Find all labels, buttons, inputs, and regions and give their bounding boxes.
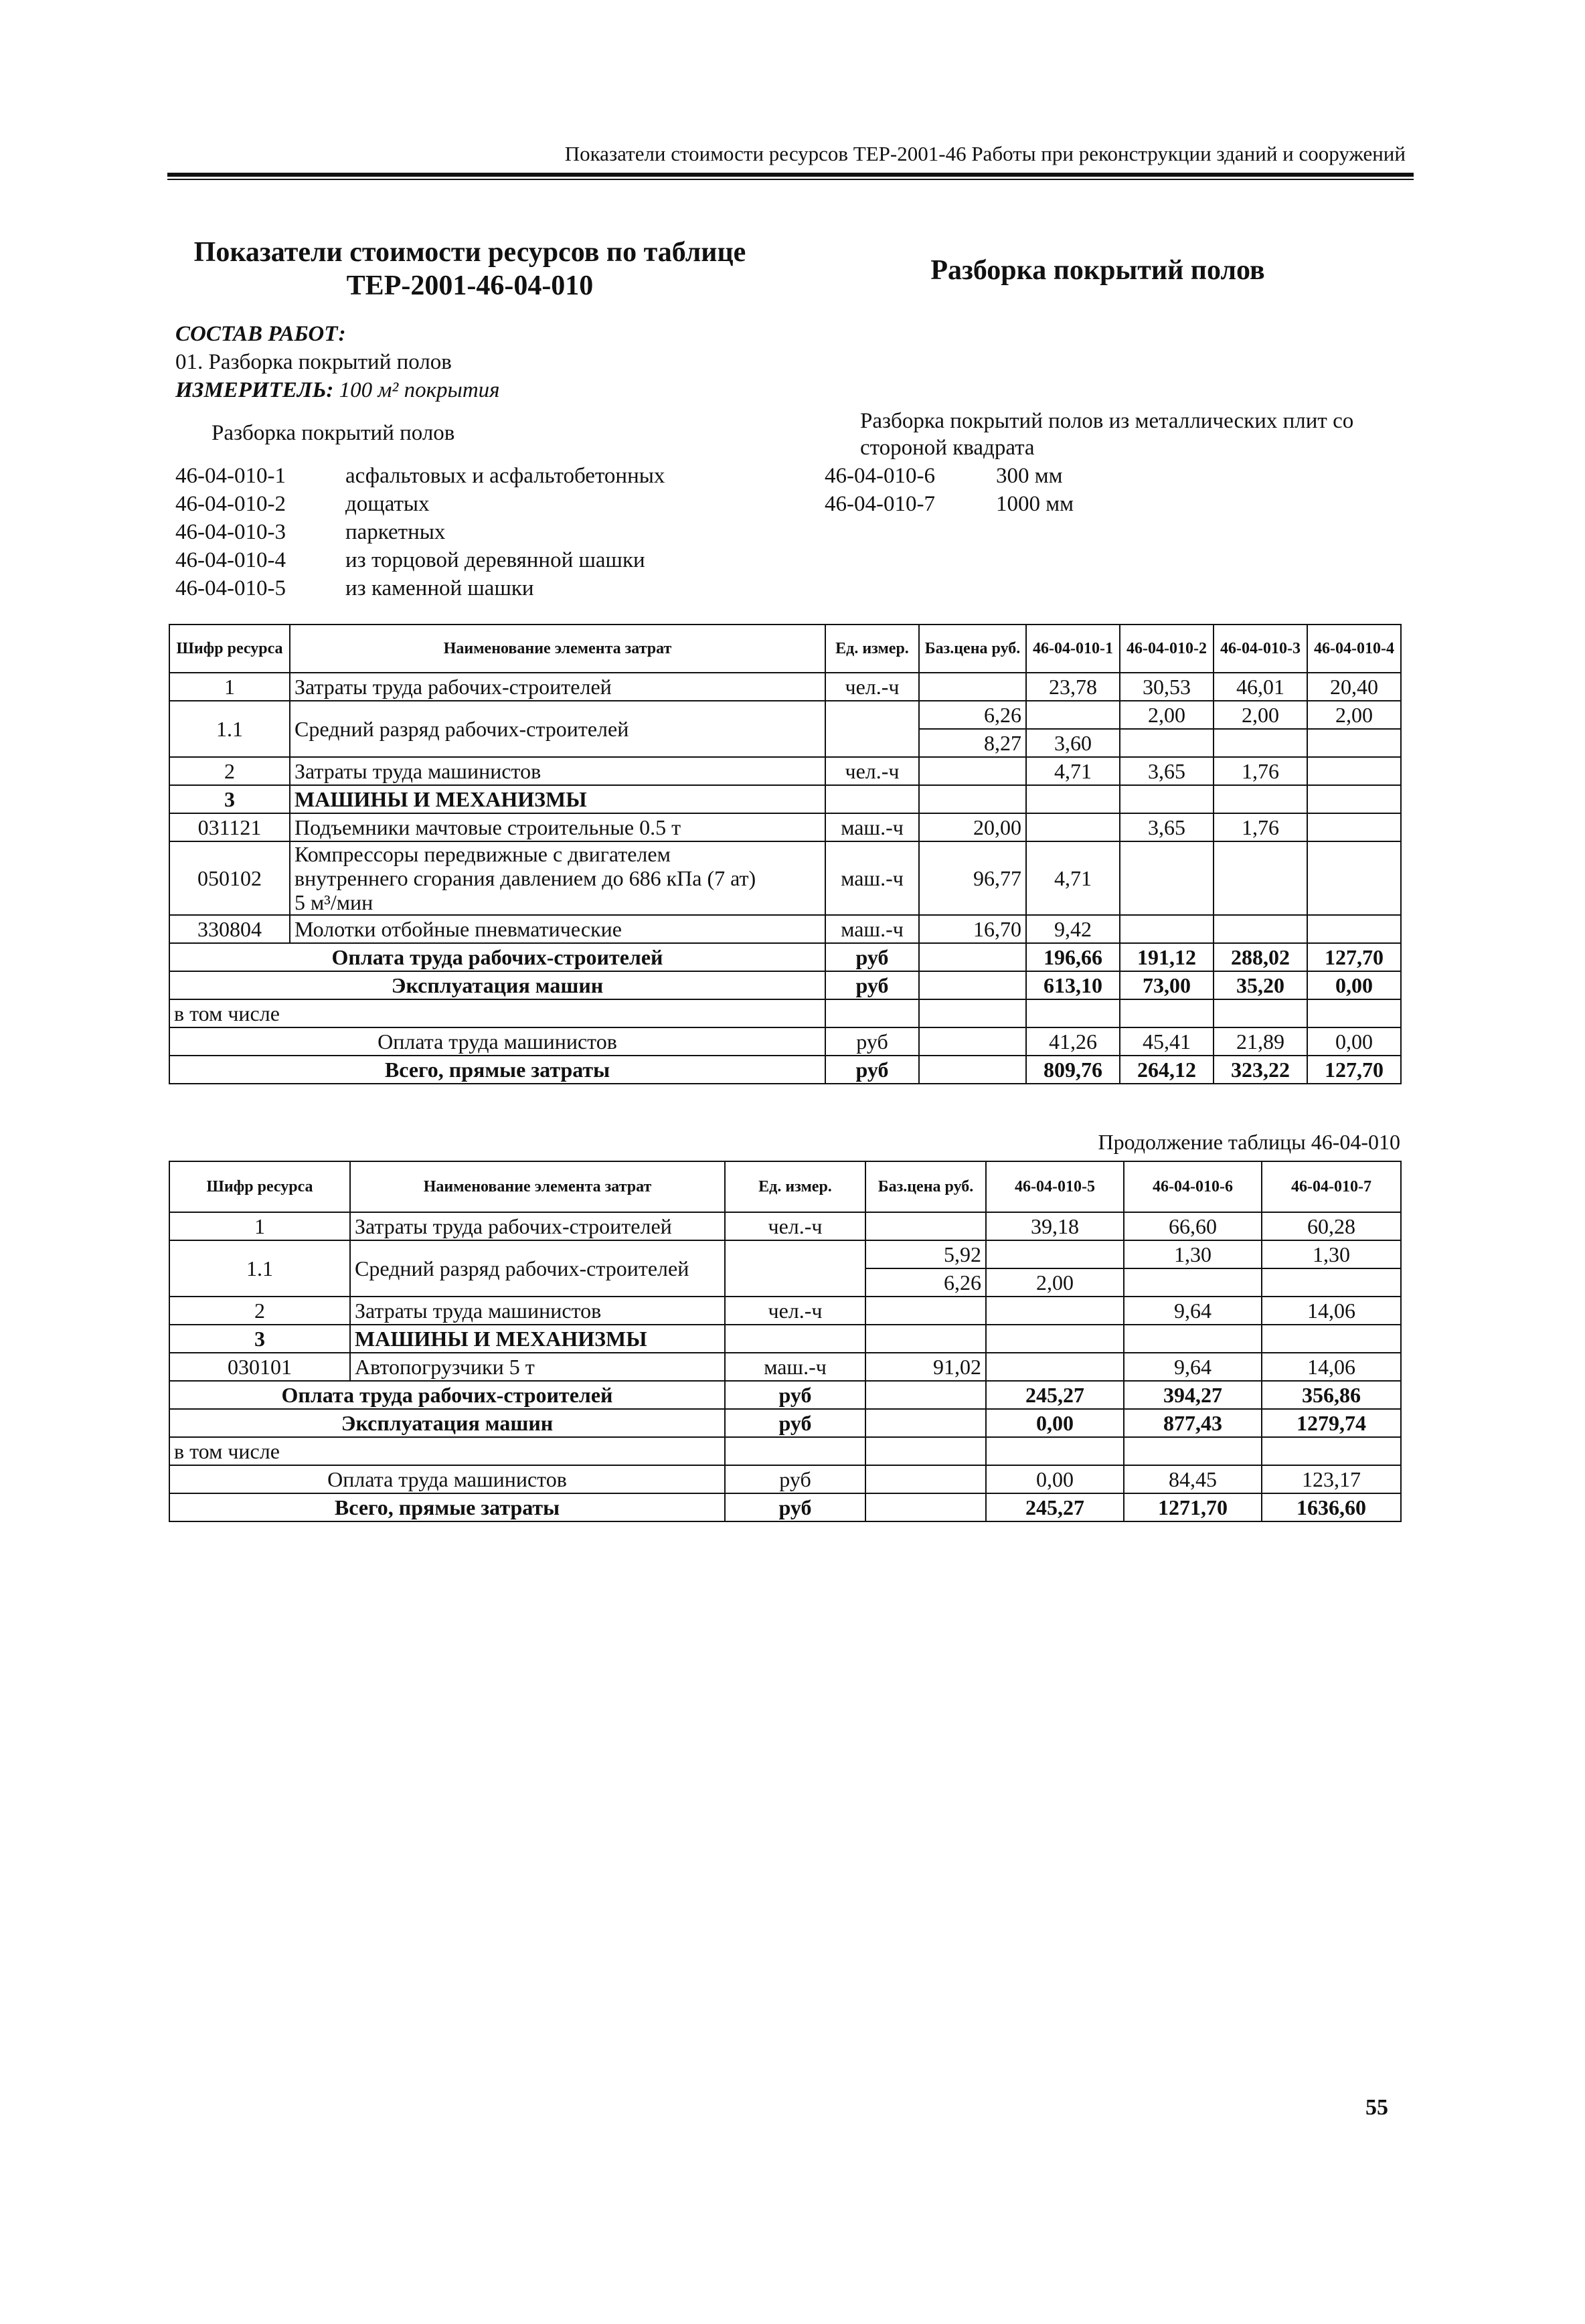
cell: 39,18 xyxy=(986,1212,1124,1240)
cell: Затраты труда рабочих-строителей xyxy=(290,673,825,701)
cell: 2,00 xyxy=(1307,701,1401,729)
cell: Подъемники мачтовые строительные 0.5 т xyxy=(290,813,825,841)
table-row xyxy=(169,1353,1401,1381)
cell: руб xyxy=(725,1381,865,1409)
cell: 4,71 xyxy=(1026,841,1120,915)
table-row xyxy=(169,915,1401,943)
left-code-list xyxy=(175,462,665,602)
cell xyxy=(825,999,919,1027)
cell xyxy=(919,785,1026,813)
cell: руб xyxy=(725,1409,865,1437)
item-text: асфальтовых и асфальтобетонных xyxy=(345,464,665,488)
cell xyxy=(865,1381,986,1409)
header-rule-thin xyxy=(167,179,1414,180)
cell xyxy=(1307,841,1401,915)
cell xyxy=(865,1437,986,1465)
table-row xyxy=(169,785,1401,813)
table-header-row xyxy=(169,1161,1401,1212)
cell: маш.-ч xyxy=(825,915,919,943)
item-code: 46-04-010-2 xyxy=(175,492,286,516)
header-price: Баз.цена руб. xyxy=(919,625,1026,673)
cell: 6,26 xyxy=(865,1268,986,1297)
header-col: 46-04-010-7 xyxy=(1262,1161,1401,1212)
cell: 127,70 xyxy=(1307,1056,1401,1084)
cell xyxy=(1307,757,1401,785)
cell: 66,60 xyxy=(1124,1212,1262,1240)
name-line: 5 м³/мин xyxy=(295,890,373,914)
cell: Оплата труда рабочих-строителей xyxy=(169,943,825,971)
cell xyxy=(919,673,1026,701)
cell xyxy=(1120,729,1214,757)
cell: 196,66 xyxy=(1026,943,1120,971)
cell: руб xyxy=(825,1056,919,1084)
cell xyxy=(865,1297,986,1325)
cell: 3,65 xyxy=(1120,757,1214,785)
header-code: Шифр ресурса xyxy=(169,625,290,673)
cell xyxy=(1026,999,1120,1027)
item-text: из каменной шашки xyxy=(345,576,534,600)
cell: 9,64 xyxy=(1124,1353,1262,1381)
cell: 264,12 xyxy=(1120,1056,1214,1084)
table-row xyxy=(169,701,1401,729)
cell: 41,26 xyxy=(1026,1027,1120,1056)
title-line-2: ТЕР-2001-46-04-010 xyxy=(346,270,594,301)
cell xyxy=(825,785,919,813)
header-code: Шифр ресурса xyxy=(169,1161,350,1212)
cell xyxy=(1307,915,1401,943)
cell: 1.1 xyxy=(169,1240,350,1297)
cell xyxy=(725,1240,865,1297)
cell: 3,65 xyxy=(1120,813,1214,841)
cell xyxy=(1026,785,1120,813)
cell: 14,06 xyxy=(1262,1297,1401,1325)
header-name: Наименование элемента затрат xyxy=(290,625,825,673)
cell xyxy=(919,1056,1026,1084)
cell: 4,71 xyxy=(1026,757,1120,785)
cell xyxy=(825,701,919,757)
header-price: Баз.цена руб. xyxy=(865,1161,986,1212)
summary-row xyxy=(169,1437,1401,1465)
cell: 5,92 xyxy=(865,1240,986,1268)
cell: Эксплуатация машин xyxy=(169,971,825,999)
izmer-label: ИЗМЕРИТЕЛЬ: xyxy=(175,378,334,402)
cell xyxy=(919,971,1026,999)
cell: 96,77 xyxy=(919,841,1026,915)
section-subtitle: Разборка покрытий полов xyxy=(930,255,1265,286)
cell: 1 xyxy=(169,673,290,701)
cell: 123,17 xyxy=(1262,1465,1401,1493)
table-header-row xyxy=(169,625,1401,673)
resource-table-1 xyxy=(169,624,1402,1084)
cell xyxy=(986,1240,1124,1268)
running-header: Показатели стоимости ресурсов ТЕР-2001-46 Работы при реконструкции зданий и сооружений xyxy=(564,142,1406,165)
cell: маш.-ч xyxy=(825,841,919,915)
header-col: 46-04-010-6 xyxy=(1124,1161,1262,1212)
cell: 2 xyxy=(169,1297,350,1325)
cell xyxy=(1262,1268,1401,1297)
cell: 030101 xyxy=(169,1353,350,1381)
cell xyxy=(1307,785,1401,813)
summary-row xyxy=(169,1409,1401,1437)
cell xyxy=(1214,785,1307,813)
cell xyxy=(865,1493,986,1521)
item-text: 1000 мм xyxy=(996,492,1074,516)
cell: 1279,74 xyxy=(1262,1409,1401,1437)
cell: 73,00 xyxy=(1120,971,1214,999)
table-row xyxy=(169,1240,1401,1268)
table-row xyxy=(169,1325,1401,1353)
cell: 2,00 xyxy=(1120,701,1214,729)
cell xyxy=(865,1409,986,1437)
cell: 14,06 xyxy=(1262,1353,1401,1381)
cell: 84,45 xyxy=(1124,1465,1262,1493)
cell xyxy=(1120,999,1214,1027)
sostav-label: СОСТАВ РАБОТ: xyxy=(175,322,346,346)
total-row xyxy=(169,1056,1401,1084)
cell: 1,30 xyxy=(1262,1240,1401,1268)
cell xyxy=(1214,729,1307,757)
summary-row xyxy=(169,1381,1401,1409)
header-col: 46-04-010-2 xyxy=(1120,625,1214,673)
right-group-title-2: стороной квадрата xyxy=(860,436,1035,460)
cell: 245,27 xyxy=(986,1493,1124,1521)
table-row xyxy=(169,757,1401,785)
cell: 2,00 xyxy=(1214,701,1307,729)
cell: Эксплуатация машин xyxy=(169,1409,725,1437)
cell xyxy=(919,999,1026,1027)
cell: 2,00 xyxy=(986,1268,1124,1297)
cell: 16,70 xyxy=(919,915,1026,943)
cell: 3,60 xyxy=(1026,729,1120,757)
header-col: 46-04-010-5 xyxy=(986,1161,1124,1212)
cell xyxy=(986,1437,1124,1465)
izmeritel xyxy=(175,376,500,404)
right-group-title-1: Разборка покрытий полов из металлических плит со xyxy=(860,409,1354,433)
cell: чел.-ч xyxy=(725,1297,865,1325)
cell: 45,41 xyxy=(1120,1027,1214,1056)
item-code: 46-04-010-3 xyxy=(175,520,286,544)
cell: Затраты труда машинистов xyxy=(350,1297,725,1325)
cell: 330804 xyxy=(169,915,290,943)
cell xyxy=(290,841,825,915)
cell: руб xyxy=(825,943,919,971)
cell: 245,27 xyxy=(986,1381,1124,1409)
cell: 8,27 xyxy=(919,729,1026,757)
item-code: 46-04-010-7 xyxy=(825,492,935,516)
total-row xyxy=(169,1493,1401,1521)
header-unit: Ед. измер. xyxy=(825,625,919,673)
summary-row xyxy=(169,943,1401,971)
cell: 6,26 xyxy=(919,701,1026,729)
cell: 1.1 xyxy=(169,701,290,757)
table-row xyxy=(169,1297,1401,1325)
cell xyxy=(725,1437,865,1465)
name-line: внутреннего сгорания давлением до 686 кПа (7 ат) xyxy=(295,866,756,890)
cell xyxy=(1026,813,1120,841)
cell xyxy=(1120,841,1214,915)
cell xyxy=(986,1325,1124,1353)
cell xyxy=(986,1297,1124,1325)
izmer-value: 100 м² покрытия xyxy=(339,378,500,402)
cell xyxy=(986,1353,1124,1381)
cell: 9,64 xyxy=(1124,1297,1262,1325)
item-text: паркетных xyxy=(345,520,446,544)
cell: 23,78 xyxy=(1026,673,1120,701)
summary-row xyxy=(169,1027,1401,1056)
cell: 323,22 xyxy=(1214,1056,1307,1084)
cell: 91,02 xyxy=(865,1353,986,1381)
list-item xyxy=(175,546,665,574)
cell: руб xyxy=(725,1493,865,1521)
cell: в том числе xyxy=(169,999,825,1027)
sostav-item: 01. Разборка покрытий полов xyxy=(175,350,452,374)
cell: в том числе xyxy=(169,1437,725,1465)
list-item xyxy=(175,490,665,518)
page-number: 55 xyxy=(1365,2095,1388,2120)
cell: 46,01 xyxy=(1214,673,1307,701)
item-code: 46-04-010-1 xyxy=(175,464,286,488)
cell: 3 xyxy=(169,785,290,813)
cell: 3 xyxy=(169,1325,350,1353)
cell: 20,40 xyxy=(1307,673,1401,701)
cell: 191,12 xyxy=(1120,943,1214,971)
cell xyxy=(919,943,1026,971)
cell xyxy=(1124,1325,1262,1353)
cell: 0,00 xyxy=(986,1465,1124,1493)
list-item xyxy=(175,462,665,490)
cell: руб xyxy=(725,1465,865,1493)
title-line-1: Показатели стоимости ресурсов по таблице xyxy=(193,237,746,268)
cell: чел.-ч xyxy=(725,1212,865,1240)
summary-row xyxy=(169,971,1401,999)
cell xyxy=(1307,999,1401,1027)
page-title xyxy=(175,236,764,303)
item-text: 300 мм xyxy=(996,464,1063,488)
cell: Оплата труда машинистов xyxy=(169,1027,825,1056)
cell xyxy=(1262,1437,1401,1465)
table-row xyxy=(169,673,1401,701)
cell xyxy=(1026,701,1120,729)
item-code: 46-04-010-4 xyxy=(175,548,286,572)
cell xyxy=(1120,915,1214,943)
header-col: 46-04-010-4 xyxy=(1307,625,1401,673)
cell xyxy=(1120,785,1214,813)
cell: 2 xyxy=(169,757,290,785)
list-item xyxy=(825,490,1074,518)
cell: МАШИНЫ И МЕХАНИЗМЫ xyxy=(290,785,825,813)
cell: 356,86 xyxy=(1262,1381,1401,1409)
cell xyxy=(1214,915,1307,943)
cell: 877,43 xyxy=(1124,1409,1262,1437)
item-text: дощатых xyxy=(345,492,430,516)
header-unit: Ед. измер. xyxy=(725,1161,865,1212)
cell: Автопогрузчики 5 т xyxy=(350,1353,725,1381)
cell: Оплата труда рабочих-строителей xyxy=(169,1381,725,1409)
cell: маш.-ч xyxy=(725,1353,865,1381)
cell: 1,76 xyxy=(1214,813,1307,841)
cell: Затраты труда рабочих-строителей xyxy=(350,1212,725,1240)
cell: 050102 xyxy=(169,841,290,915)
item-text: из торцовой деревянной шашки xyxy=(345,548,645,572)
cell: 394,27 xyxy=(1124,1381,1262,1409)
cell: 21,89 xyxy=(1214,1027,1307,1056)
header-col: 46-04-010-3 xyxy=(1214,625,1307,673)
cell: 1 xyxy=(169,1212,350,1240)
cell: 1,30 xyxy=(1124,1240,1262,1268)
table-row xyxy=(169,1212,1401,1240)
cell xyxy=(919,757,1026,785)
cell: 9,42 xyxy=(1026,915,1120,943)
cell: МАШИНЫ И МЕХАНИЗМЫ xyxy=(350,1325,725,1353)
item-code: 46-04-010-6 xyxy=(825,464,935,488)
summary-row xyxy=(169,1465,1401,1493)
cell: 20,00 xyxy=(919,813,1026,841)
cell: Средний разряд рабочих-строителей xyxy=(290,701,825,757)
list-item xyxy=(175,574,665,602)
summary-row xyxy=(169,999,1401,1027)
header-name: Наименование элемента затрат xyxy=(350,1161,725,1212)
cell: 127,70 xyxy=(1307,943,1401,971)
cell xyxy=(865,1212,986,1240)
cell xyxy=(919,1027,1026,1056)
cell: 288,02 xyxy=(1214,943,1307,971)
left-group-title: Разборка покрытий полов xyxy=(212,421,455,445)
cell: 613,10 xyxy=(1026,971,1120,999)
cell xyxy=(865,1465,986,1493)
cell: 1,76 xyxy=(1214,757,1307,785)
list-item xyxy=(175,518,665,546)
item-code: 46-04-010-5 xyxy=(175,576,286,600)
list-item xyxy=(825,462,1074,490)
cell: 1271,70 xyxy=(1124,1493,1262,1521)
cell: 30,53 xyxy=(1120,673,1214,701)
table-row xyxy=(169,841,1401,915)
resource-table-2 xyxy=(169,1161,1402,1522)
cell xyxy=(1307,729,1401,757)
cell: маш.-ч xyxy=(825,813,919,841)
cell: 1636,60 xyxy=(1262,1493,1401,1521)
cell: 60,28 xyxy=(1262,1212,1401,1240)
cell: Средний разряд рабочих-строителей xyxy=(350,1240,725,1297)
cell xyxy=(1214,841,1307,915)
cell: руб xyxy=(825,1027,919,1056)
cell: Всего, прямые затраты xyxy=(169,1493,725,1521)
cell: чел.-ч xyxy=(825,757,919,785)
cell xyxy=(1307,813,1401,841)
cell: 031121 xyxy=(169,813,290,841)
cell: 809,76 xyxy=(1026,1056,1120,1084)
header-col: 46-04-010-1 xyxy=(1026,625,1120,673)
cell: Всего, прямые затраты xyxy=(169,1056,825,1084)
cell xyxy=(1262,1325,1401,1353)
cell xyxy=(1214,999,1307,1027)
cell xyxy=(725,1325,865,1353)
cell xyxy=(865,1325,986,1353)
cell: чел.-ч xyxy=(825,673,919,701)
cell xyxy=(1124,1268,1262,1297)
cell: руб xyxy=(825,971,919,999)
header-rule xyxy=(167,173,1414,177)
cell: Оплата труда машинистов xyxy=(169,1465,725,1493)
table-row xyxy=(169,813,1401,841)
cell: Молотки отбойные пневматические xyxy=(290,915,825,943)
continuation-label: Продолжение таблицы 46-04-010 xyxy=(1098,1130,1400,1154)
cell: 35,20 xyxy=(1214,971,1307,999)
right-code-list xyxy=(825,462,1074,518)
cell: 0,00 xyxy=(986,1409,1124,1437)
name-line: Компрессоры передвижные с двигателем xyxy=(295,842,671,866)
cell: 0,00 xyxy=(1307,1027,1401,1056)
cell: Затраты труда машинистов xyxy=(290,757,825,785)
cell: 0,00 xyxy=(1307,971,1401,999)
cell xyxy=(1124,1437,1262,1465)
